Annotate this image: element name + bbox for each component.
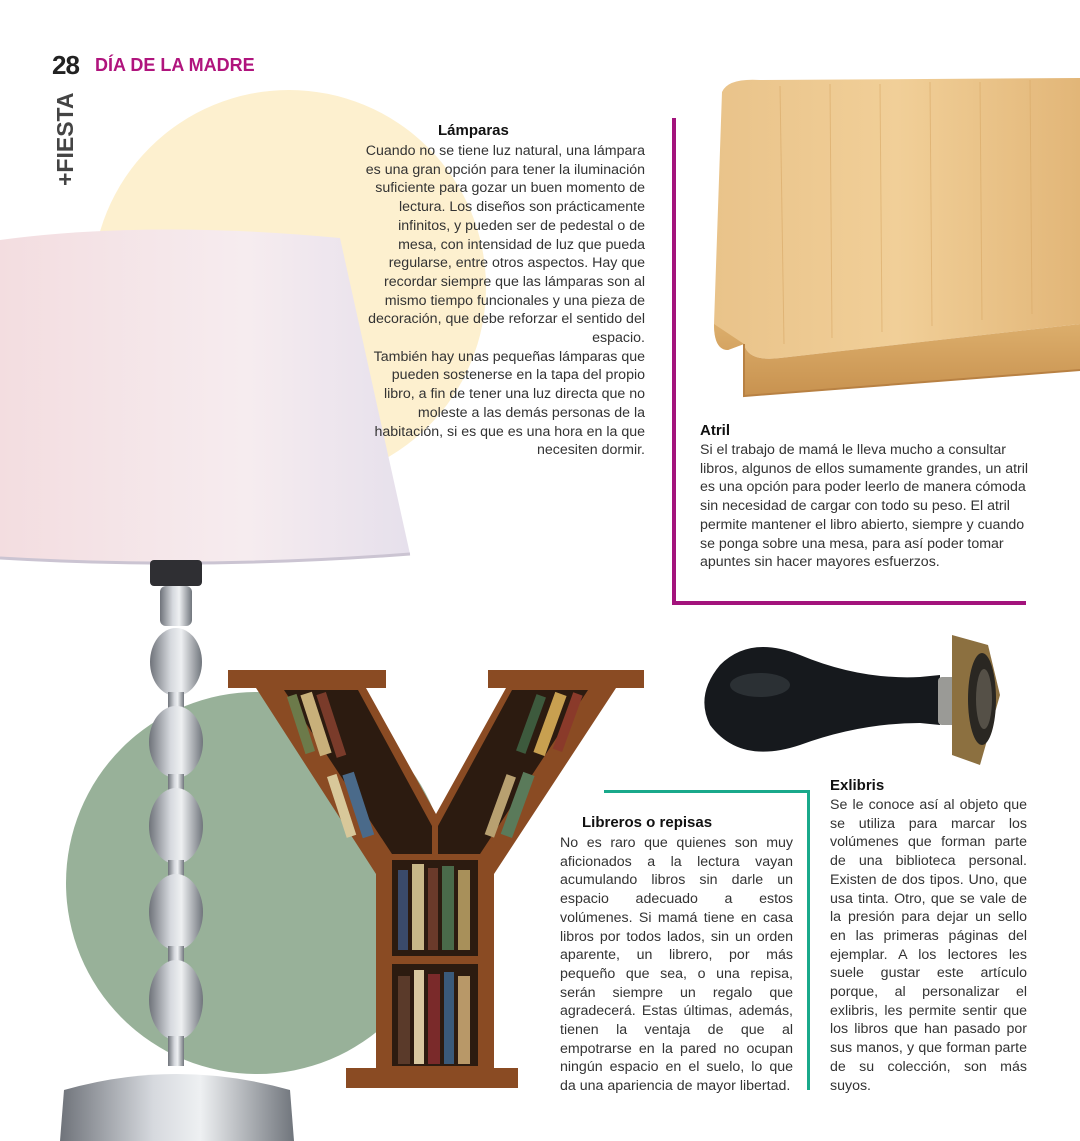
- green-rule-vertical: [807, 790, 810, 1090]
- exlibris-stamp-image: [690, 625, 1010, 775]
- book-stand-image: [700, 74, 1080, 404]
- lamparas-paragraph-2: También hay unas pequeñas lámparas que pueden sostenerse en la tapa del propio libro, a fin de tener una luz directa que no moleste a las demás personas de la habitación, si es que es una hora en la que necesiten dormir.: [373, 348, 645, 459]
- libreros-heading: Libreros o repisas: [582, 814, 713, 831]
- libreros-body: No es raro que quienes son muy aficionados a la lectura vayan acumulando libros sin darle un espacio adecuado a estos volúmenes. Si mamá tiene en casa libros por todos lados, sin un orden aparente, un librero, por más pequeño que sea, o una repisa, serán siempre un regalo que agradecerá. Estas últimas, además, tienen la ventaja de que al empotrarse en la pared no ocupan ningún espacio en el suelo, lo que da una apariencia de mayor libertad.: [560, 835, 793, 1095]
- page-number: 28: [52, 50, 79, 80]
- magenta-rule-vertical: [672, 118, 676, 605]
- lamparas-paragraph-1: Cuando no se tiene luz natural, una lámpara es una gran opción para tener la iluminación suficiente para gozar un buen momento de lectura. Los diseños son prácticamente infinitos, y pueden ser de pedestal o de mesa, con intensidad de luz que pueda regularse, entre otros aspectos. Hay que recordar siempre que las lámparas son al mismo tiempo funcionales y una pieza de decoración, que debe reforzar el sentido del espacio.: [365, 143, 645, 347]
- exlibris-heading: Exlibris: [830, 777, 885, 794]
- atril-heading: Atril: [700, 422, 730, 439]
- section-title: DÍA DE LA MADRE: [95, 55, 255, 75]
- atril-body: Si el trabajo de mamá le lleva mucho a consultar libros, algunos de ellos sumamente grandes, un atril es una opción para poder leerlo de manera cómoda sin necesidad de cargar con todo su peso. El atril permite mantener el libro abierto, siempre y cuando se ponga sobre una mesa, para así poder tomar apuntes sin hacer mayores esfuerzos.: [700, 442, 1029, 571]
- magenta-rule-horizontal: [672, 601, 1026, 605]
- vertical-section-tag: +FIESTA: [52, 92, 78, 186]
- exlibris-body: Se le conoce así al objeto que se utiliza para marcar los volúmenes que forman parte de una biblioteca personal. Existen de dos tipos. Uno, que usa tinta. Otro, que se vale de la presión para dejar un sello en las primeras páginas del ejemplar. A los lectores les suele gustar este artículo porque, al personalizar el exlibris, les permite sentir que los libros que han pasado por sus manos, y que forman parte de su colección, son más suyos.: [830, 797, 1027, 1094]
- lamparas-body: [360, 142, 645, 460]
- lamparas-heading: Lámparas: [438, 122, 509, 139]
